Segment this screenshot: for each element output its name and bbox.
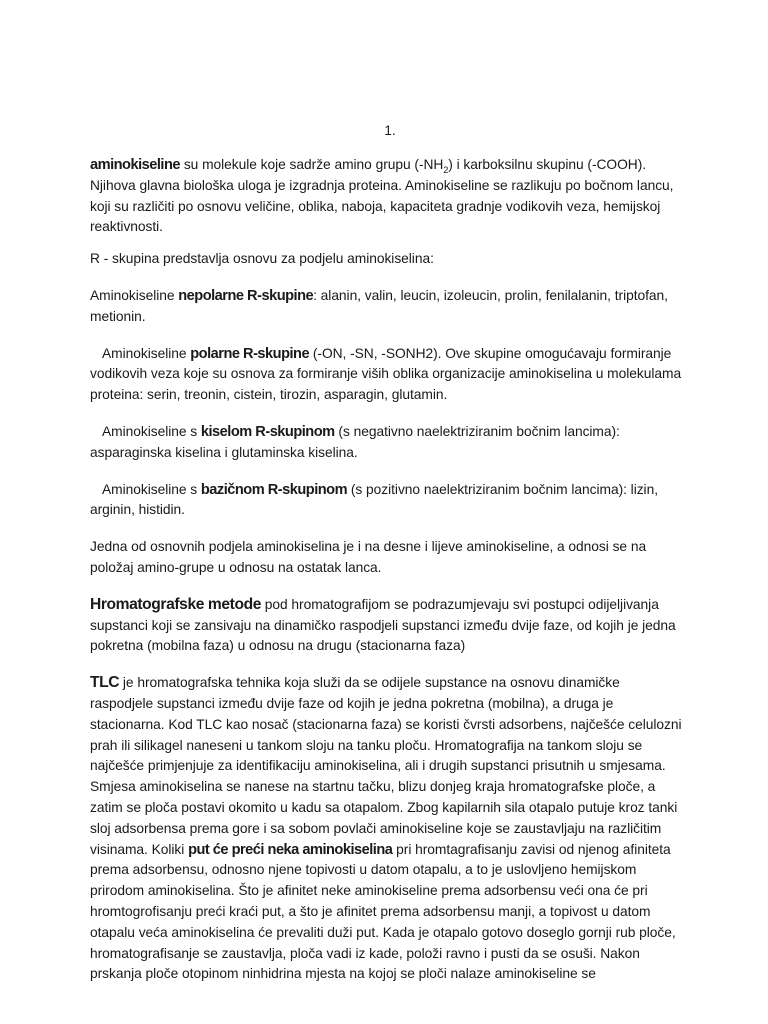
paragraph-acidic [90,422,682,464]
text-segment: pod hromatografijom se podrazumjevaju svi postupci odijeljivanja supstanci koji se zansivaju na dinamičko raspodjeli supstanci između dvije faze, od kojih je jedna pokretna (mobilna faza) u odnosu na drugu (stacionarna faza) [90,596,676,654]
text-segment: (-ON, -SN, -SONH2). Ove skupine omogućavaju formiranje vodikovih veza koje su osnova za formiranje viših oblika organizacije aminokiselina u molekulama proteina: serin, treonin, cistein, tirozin, asparagin, glutamin. [90,345,682,403]
term-tlc: TLC [90,674,120,692]
term-chromatography: Hromatografske metode [90,595,261,613]
text-segment: : alanin, valin, leucin, izoleucin, prolin, fenilalanin, triptofan, metionin. [90,287,668,324]
paragraph-chromatography [90,595,682,657]
subscript: 2 [443,164,449,175]
term-polar: polarne R-skupine [190,345,310,362]
term-aminokiseline: aminokiseline [90,157,181,173]
text-segment: ) i karboksilnu skupinu (-COOH). Njihova glavna biološka uloga je izgradnja proteina. Aminokiseline se razlikuju po bočnom lancu, koji su različiti po osnovu veličine, oblika, naboja, kapaciteta gradnje vodikovih veza, hemijskoj reaktivnosti. [90,157,674,235]
text-segment: Aminokiseline [90,287,179,303]
term-basic: bazičnom R-skupinom [200,481,348,498]
paragraph-chirality: Jedna od osnovnih podjela aminokiselina je i na desne i lijeve aminokiseline, a odnosi se na položaj amino-grupe u odnosu na ostatak lanca. [90,539,647,575]
paragraph-tlc [90,673,682,985]
text-segment: su molekule koje sadrže amino grupu (-NH [180,157,444,172]
paragraph-nonpolar [90,286,682,328]
text-segment: Aminokiseline [102,345,191,361]
paragraph-polar [90,344,682,406]
term-nonpolar: nepolarne R-skupine [178,287,314,304]
term-distance: put će preći neka aminokiselina [188,841,393,858]
text-segment: (s negativno naelektriziranim bočnim lancima): asparaginska kiselina i glutaminska kiselina. [90,423,620,460]
text-segment: (s pozitivno naelektriziranim bočnim lancima): lizin, arginin, histidin. [90,481,658,518]
term-acidic: kiselom R-skupinom [200,423,335,440]
text-segment: Aminokiseline s [102,481,201,497]
page-number: 1. [384,123,396,138]
text-segment: je hromatografska tehnika koja služi da se odijele supstance na osnovu dinamičke raspodjele supstanci između dvije faze od kojih je jedna pokretna (mobilna), a druga je stacionarna. Kod TLC kao nosač (stacionarna faza) se koristi čvrsti adsorbens, najčešće celulozni prah ili silikagel naneseni u tankom sloju na tanku ploču. Hromatografija na tankom sloju se najčešće primjenjuje za identifikaciju aminokiselina, ali i drugih supstanci prisutnih u smjesama. Smjesa aminokiselina se nanese na startnu tačku, blizu donjeg kraja hromatografske ploče, a zatim se ploča postavi okomito u kadu sa otapalom. Zbog kapilarnih sila otapalo putuje kroz tanki sloj adsorbensa prema gore i sa sobom povlači aminokiseline koje se zaustavljaju na različitim visinama. Koliki [90,675,682,857]
paragraph-basic [90,480,682,522]
text-segment: pri hromtagrafisanju zavisi od njenog afiniteta prema adsorbensu, odnosno njene topivosti u datom otapalu, a to je uslovljeno hemijskom prirodom aminokiselina. Što je afinitet neke aminokiseline prema adsorbensu veći ona će pri hromtogrofisanju preći kraći put, a što je afinitet prema adsorbensu manji, a topivost u datom otapalu veća aminokiselina će prevaliti duži put. Kada je otapalo gotovo doseglo gornji rub ploče, hromatografisanje se zaustavlja, ploča vadi iz kade, položi ravno i pusti da se osuši. Nakon prskanja ploče otopinom ninhidrina mjesta na kojoj se ploči nalaze aminokiseline se [90,841,676,982]
paragraph-r-group-intro: R - skupina predstavlja osnovu za podjelu aminokiselina: [90,251,434,267]
text-segment: Aminokiseline s [102,423,201,439]
paragraph-amino-acids-definition [90,155,682,238]
